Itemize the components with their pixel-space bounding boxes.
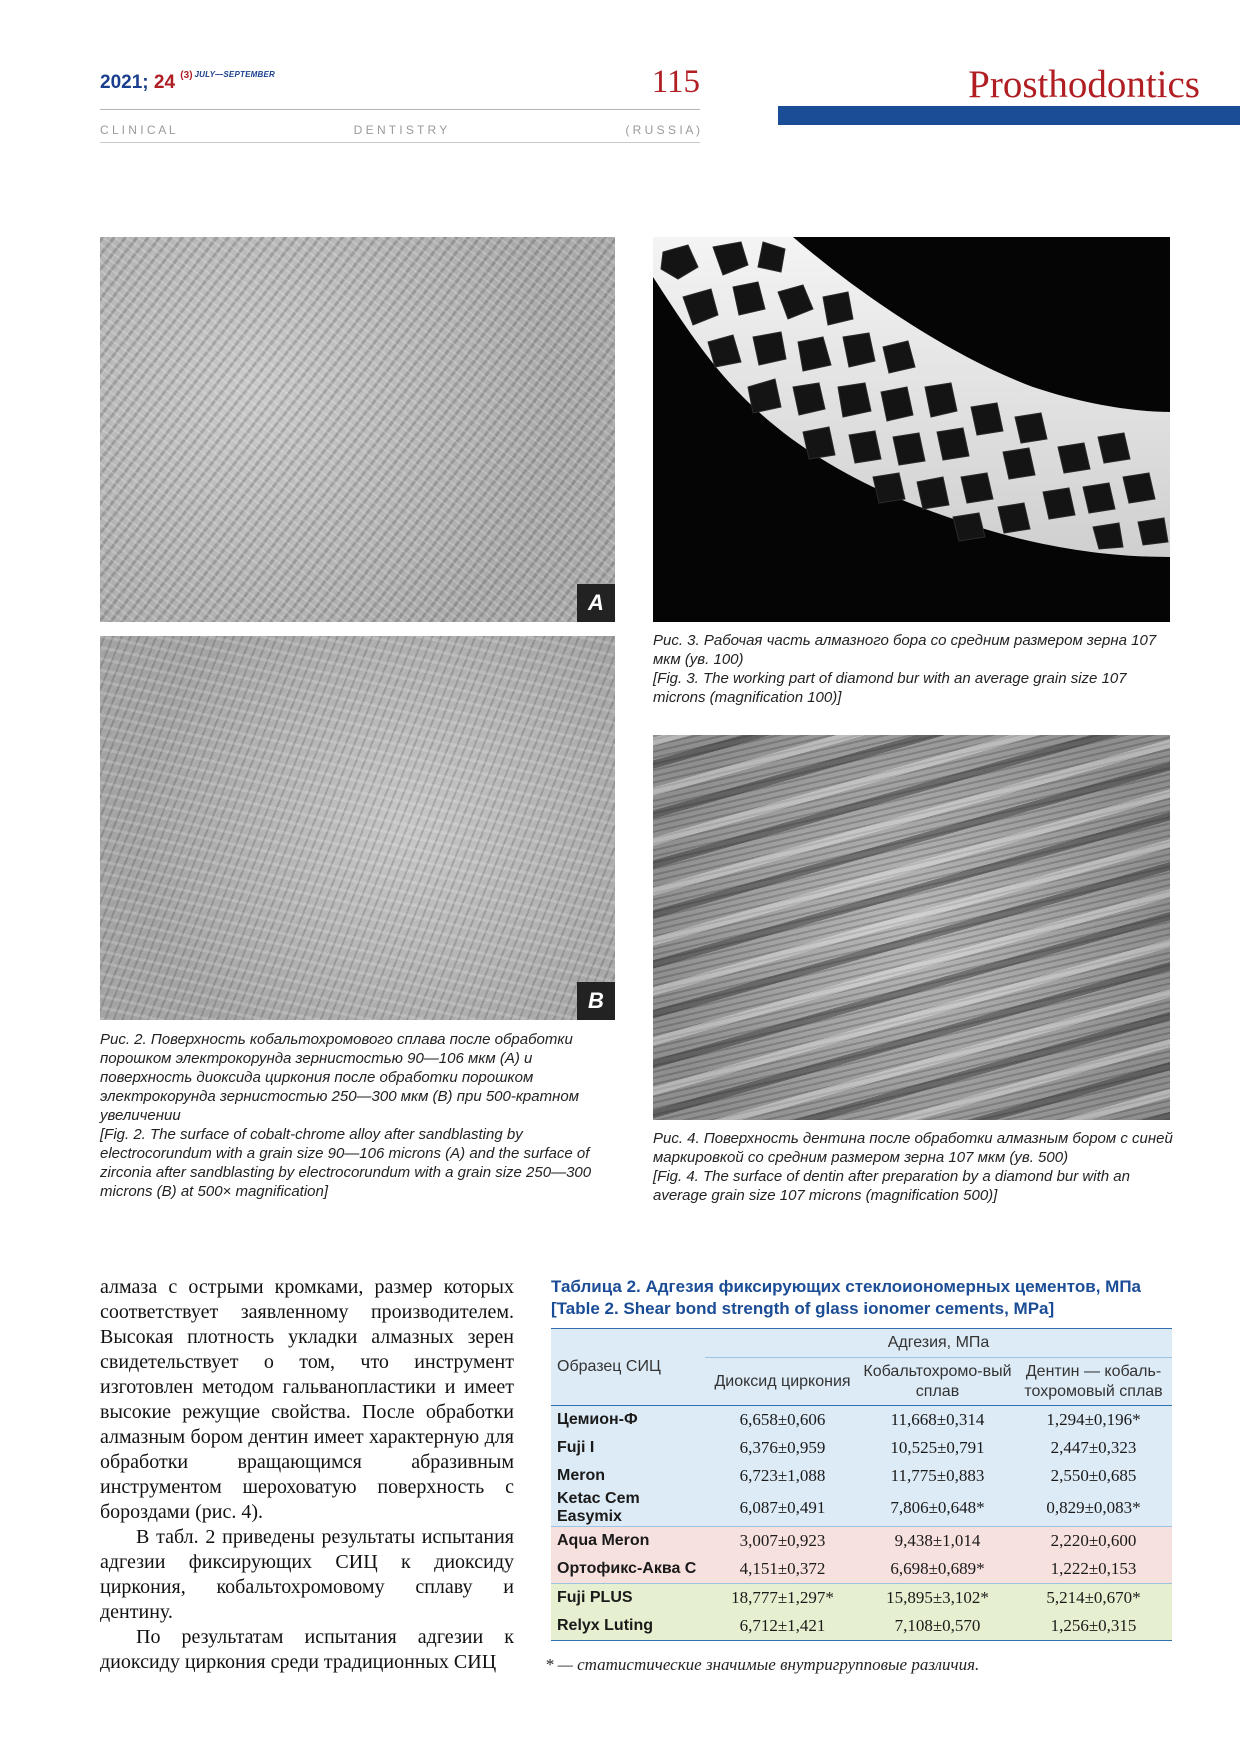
row-value-zirconia: 6,723±1,088 [739, 1466, 826, 1485]
fig2-caption [100, 1030, 620, 1201]
row-value-cocr: 6,698±0,689* [890, 1559, 985, 1578]
fig2a-label: A [577, 584, 615, 622]
table-row [551, 1434, 1172, 1462]
col-header-dentin: Дентин — кобаль-тохромовый сплав [1024, 1362, 1163, 1400]
fig3-caption-ru: Рис. 3. Рабочая часть алмазного бора со средним размером зерна 107 мкм (ув. 100) [653, 632, 1157, 668]
row-value-cocr: 7,806±0,648* [890, 1498, 985, 1517]
fig2a-micrograph [100, 237, 615, 622]
col-header-adhesion: Адгезия, МПа [705, 1329, 1172, 1358]
fig2-caption-en: [Fig. 2. The surface of cobalt-chrome alloy after sandblasting by electrocorundum with a grain size 90—106 microns (A) and the surface of zirconia after sandblasting by electrocorundum with a grain size 250—300 microns (B) at 500× magnification] [100, 1126, 592, 1200]
section-title: Prosthodontics [968, 63, 1200, 106]
fig3-micrograph [653, 237, 1170, 622]
diamond-bur-illustration [653, 237, 1170, 622]
issue-info [100, 70, 275, 94]
header-rule [100, 109, 700, 110]
table-row [551, 1612, 1172, 1641]
col-header-cocr: Кобальтохромо-вый сплав [863, 1362, 1012, 1400]
row-value-zirconia: 6,712±1,421 [739, 1616, 826, 1635]
row-value-zirconia: 18,777±1,297* [731, 1588, 834, 1607]
row-value-dentin: 0,829±0,083* [1046, 1498, 1141, 1517]
row-value-dentin: 1,294±0,196* [1046, 1410, 1141, 1429]
fig4-caption-ru: Рис. 4. Поверхность дентина после обработки алмазным бором с синей маркировкой со средним размером зерна 107 мкм (ув. 500) [653, 1130, 1173, 1166]
row-value-dentin: 1,256±0,315 [1050, 1616, 1137, 1635]
row-value-zirconia: 6,087±0,491 [739, 1498, 826, 1517]
fig2b-label: B [577, 982, 615, 1020]
table-row [551, 1555, 1172, 1584]
table-title-en: [Table 2. Shear bond strength of glass ionomer cements, MPa] [551, 1299, 1055, 1318]
table-body [551, 1406, 1172, 1641]
row-value-zirconia: 6,658±0,606 [739, 1410, 826, 1429]
fig4-caption-en: [Fig. 4. The surface of dentin after preparation by a diamond bur with an average grain size 107 microns (magnification 500)] [653, 1168, 1130, 1204]
row-value-zirconia: 3,007±0,923 [739, 1531, 826, 1550]
row-sample-name: Ketac Cem Easymix [557, 1490, 640, 1525]
table-footnote: * — статистические значимые внутригрупповые различия. [545, 1655, 980, 1674]
body-text [100, 1275, 514, 1675]
section-bar [778, 106, 1240, 125]
journal-word-3: ( R U S S I A ) [625, 123, 700, 137]
fig4-caption [653, 1129, 1173, 1205]
row-value-zirconia: 4,151±0,372 [739, 1559, 826, 1578]
row-sample-name: Fuji PLUS [557, 1589, 633, 1606]
issue-number: (3) [180, 70, 193, 81]
table-row [551, 1462, 1172, 1490]
row-value-dentin: 2,447±0,323 [1050, 1438, 1137, 1457]
row-sample-name: Aqua Meron [557, 1532, 650, 1549]
body-paragraph-1: алмаза с острыми кромками, размер которых соответствует заявленному производителем. Высокая плотность укладки алмазных зерен свидетельствует о том, что инструмент изготовлен методом гальванопластики и имеет высокие режущие свойства. После обработки алмазным бором дентин имеет характерную для обработки вращающимся абразивным инструментом шероховатую поверхность с бороздами (рис. 4). [100, 1276, 514, 1523]
adhesion-table [551, 1328, 1172, 1641]
row-value-dentin: 5,214±0,670* [1046, 1588, 1141, 1607]
journal-name [100, 123, 700, 137]
journal-word-2: D E N T I S T R Y [353, 123, 448, 137]
volume-number: 24 [153, 72, 176, 93]
fig3-caption [653, 631, 1173, 707]
table-title-ru: Таблица 2. Адгезия фиксирующих стеклоиономерных цементов, МПа [551, 1277, 1141, 1296]
col-header-sample: Образец СИЦ [557, 1358, 661, 1375]
issue-months: JULY—SEPTEMBER [194, 70, 275, 79]
year-volume: 2021; [100, 72, 154, 93]
row-value-dentin: 1,222±0,153 [1050, 1559, 1137, 1578]
body-paragraph-3: По результатам испытания адгезии к диоксиду циркония среди традиционных СИЦ [100, 1626, 514, 1673]
row-sample-name: Relyx Luting [557, 1617, 654, 1634]
fig4-micrograph [653, 735, 1170, 1120]
table-title [551, 1276, 1181, 1320]
fig2b-micrograph [100, 636, 615, 1020]
row-value-cocr: 7,108±0,570 [894, 1616, 981, 1635]
row-sample-name: Цемион-Ф [557, 1411, 638, 1428]
row-value-dentin: 2,220±0,600 [1050, 1531, 1137, 1550]
row-value-cocr: 11,668±0,314 [890, 1410, 985, 1429]
row-value-cocr: 11,775±0,883 [890, 1466, 985, 1485]
row-sample-name: Fuji I [557, 1439, 595, 1456]
row-value-cocr: 9,438±1,014 [894, 1531, 981, 1550]
table-row [551, 1490, 1172, 1527]
row-value-zirconia: 6,376±0,959 [739, 1438, 826, 1457]
row-value-cocr: 15,895±3,102* [886, 1588, 989, 1607]
row-sample-name: Ортофикс-Аква С [557, 1560, 697, 1577]
page-number: 115 [651, 64, 700, 100]
table-row [551, 1584, 1172, 1613]
row-value-cocr: 10,525±0,791 [890, 1438, 985, 1457]
row-value-dentin: 2,550±0,685 [1050, 1466, 1137, 1485]
fig3-caption-en: [Fig. 3. The working part of diamond bur with an average grain size 107 microns (magnification 100)] [653, 670, 1127, 706]
row-sample-name: Meron [557, 1467, 605, 1484]
table-row [551, 1406, 1172, 1435]
journal-word-1: C L I N I C A L [100, 123, 176, 137]
body-paragraph-2: В табл. 2 приведены результаты испытания адгезии фиксирующих СИЦ к диоксиду циркония, кобальтохромовому сплаву и дентину. [100, 1526, 514, 1623]
fig2-caption-ru: Рис. 2. Поверхность кобальтохромового сплава после обработки порошком электрокорунда зернистостью 90—106 мкм (А) и поверхность диоксида циркония после обработки порошком электрокорунда зернистостью 250—300 мкм (В) при 500-кратном увеличении [100, 1031, 579, 1124]
col-header-zirconia: Диоксид циркония [714, 1372, 851, 1390]
table-row [551, 1527, 1172, 1556]
journal-rule [100, 142, 700, 143]
